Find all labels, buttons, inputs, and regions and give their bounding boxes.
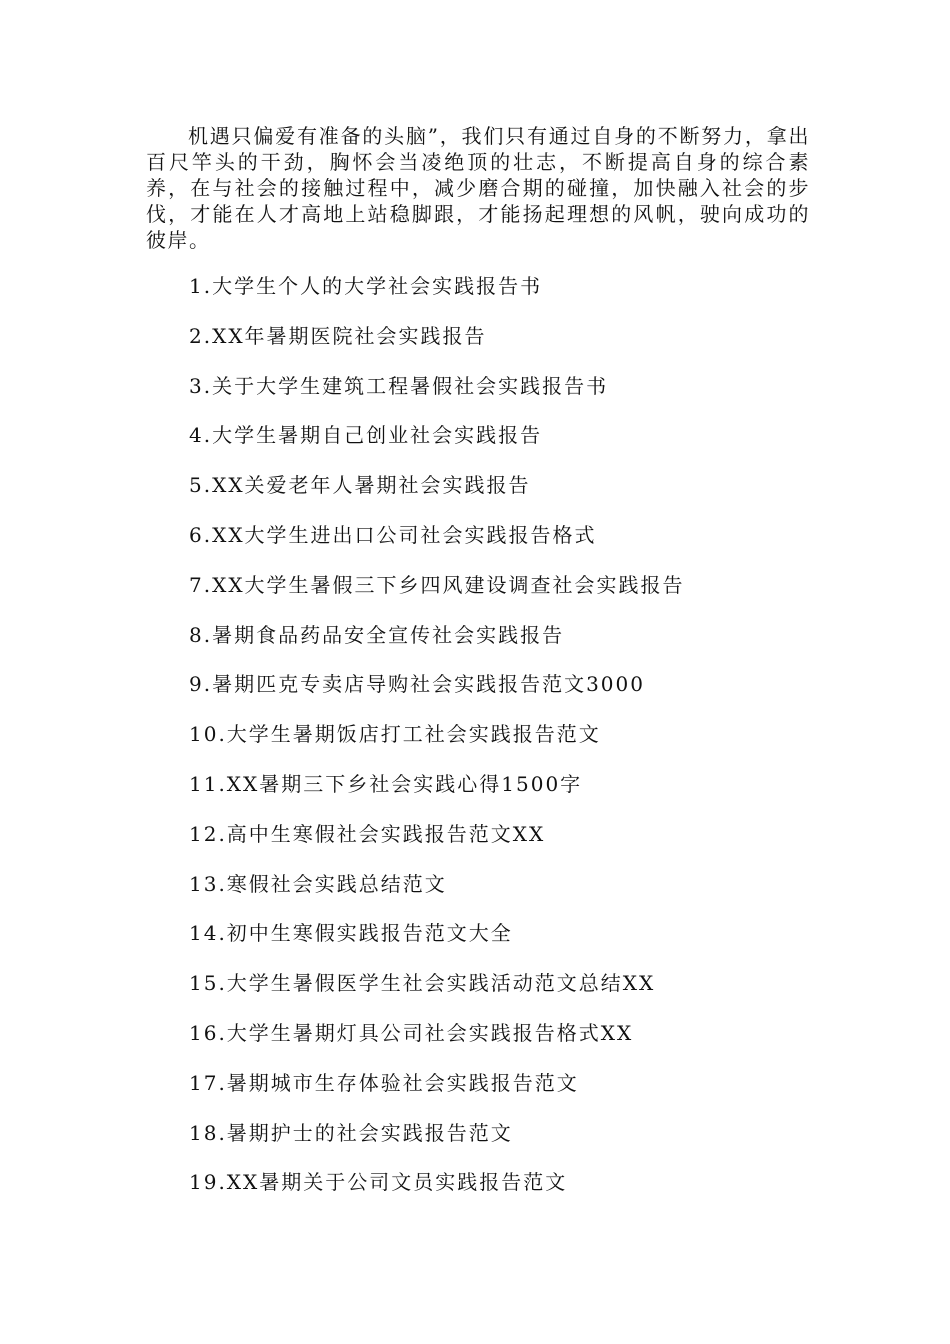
list-item: 1.大学生个人的大学社会实践报告书: [189, 274, 543, 298]
list-item: 19.XX暑期关于公司文员实践报告范文: [189, 1170, 568, 1195]
list-item: 18.暑期护士的社会实践报告范文: [189, 1120, 513, 1145]
list-item: 13.寒假社会实践总结范文: [189, 871, 447, 896]
list-item: 3.关于大学生建筑工程暑假社会实践报告书: [189, 373, 609, 398]
list-item: 8.暑期食品药品安全宣传社会实践报告: [189, 622, 565, 647]
list-item: 5.XX关爱老年人暑期社会实践报告: [189, 473, 531, 498]
list-item: 9.暑期匹克专卖店导购社会实践报告范文3000: [189, 672, 645, 697]
list-item: 14.初中生寒假实践报告范文大全: [189, 921, 513, 946]
list-item: 2.XX年暑期医院社会实践报告: [189, 323, 487, 348]
list-item: 12.高中生寒假社会实践报告范文XX: [189, 821, 546, 846]
list-item: 16.大学生暑期灯具公司社会实践报告格式XX: [189, 1020, 634, 1045]
report-list: [189, 272, 685, 1218]
list-item: 4.大学生暑期自己创业社会实践报告: [189, 423, 543, 448]
list-item: 6.XX大学生进出口公司社会实践报告格式: [189, 522, 597, 547]
list-item: 10.大学生暑期饭店打工社会实践报告范文: [189, 722, 601, 747]
list-item: 11.XX暑期三下乡社会实践心得1500字: [189, 771, 583, 796]
intro-paragraph: 机遇只偏爱有准备的头脑”，我们只有通过自身的不断努力，拿出百尺竿头的干劲，胸怀会当凌绝顶的壮志，不断提高自身的综合素养，在与社会的接触过程中，减少磨合期的碰撞，加快融入社会的步伐，才能在人才高地上站稳脚跟，才能扬起理想的风帆，驶向成功的彼岸。: [146, 124, 810, 252]
list-item: 15.大学生暑假医学生社会实践活动范文总结XX: [189, 971, 656, 996]
list-item: 17.暑期城市生存体验社会实践报告范文: [189, 1070, 579, 1095]
list-item: 7.XX大学生暑假三下乡四风建设调查社会实践报告: [189, 572, 685, 597]
